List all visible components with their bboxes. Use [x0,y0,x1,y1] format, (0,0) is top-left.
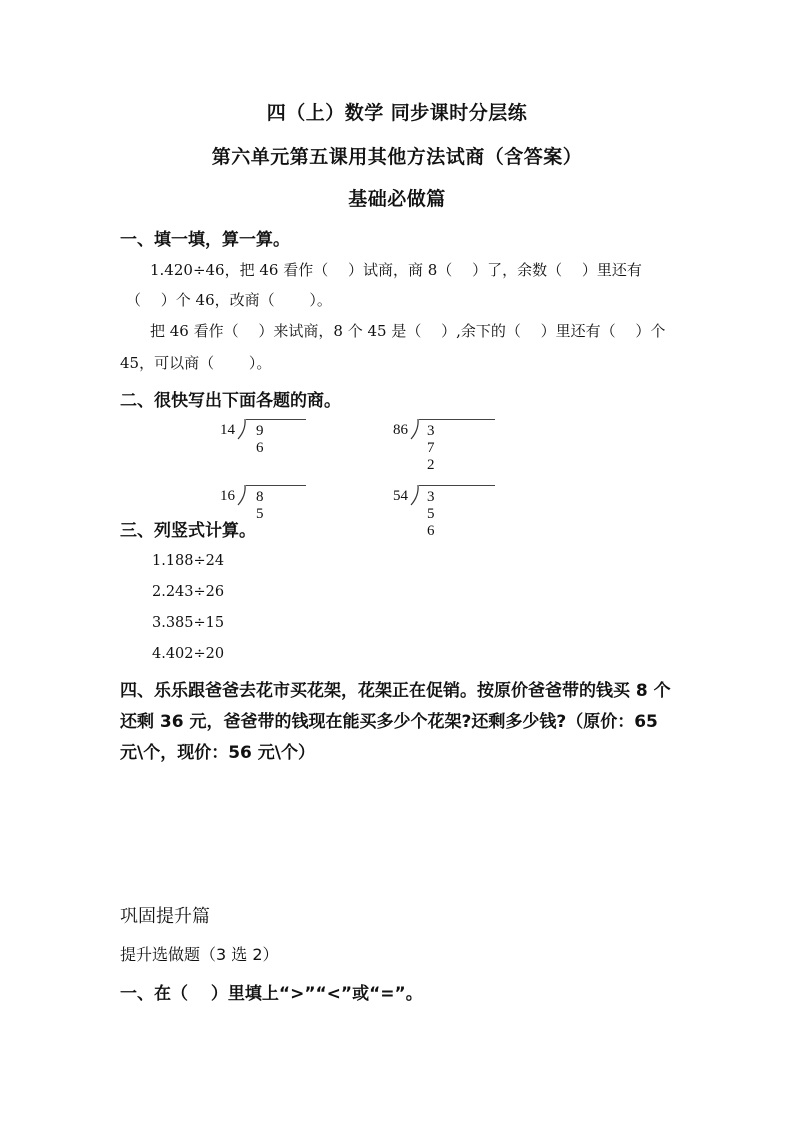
dividend: 96 [256,423,264,456]
divisor: 54 [393,488,408,504]
section1-line2: （ ）个 46，改商（ ）。 [126,291,332,309]
division-bracket [237,418,247,440]
calc-item: 2.243÷26 [152,584,225,600]
division-bracket [410,484,420,506]
division-bracket [237,484,247,506]
dividend: 85 [256,489,264,522]
divisor: 14 [220,422,235,438]
word-problem: 四、乐乐跟爸爸去花市买花架，花架正在促销。按原价爸爸带的钱买 8 个还剩 36 元，爸爸带的钱现在能买多少个花架?还剩多少钱?（原价：65 元\个，现价：56 元\个） [120,681,671,763]
division-line [246,485,306,486]
level-title: 基础必做篇 [348,188,446,210]
lesson-title: 第六单元第五课用其他方法试商（含答案） [211,146,583,168]
divisor: 86 [393,422,408,438]
advanced-question1: 一、在（ ）里填上“>”“<”或“=”。 [120,984,423,1004]
dividend: 356 [427,489,435,539]
divisor: 16 [220,488,235,504]
worksheet-title: 四（上）数学 同步课时分层练 [266,102,528,124]
section1-line1: 1.420÷46，把 46 看作（ ）试商，商 8（ ）了，余数（ ）里还有 [150,261,642,279]
section1-heading: 一、填一填，算一算。 [120,230,290,250]
calc-item: 1.188÷24 [152,553,225,569]
division-line [419,485,495,486]
calc-item: 4.402÷20 [152,646,225,662]
section1-line3: 把 46 看作（ ）来试商，8 个 45 是（ ）,余下的（ ）里还有（ ）个 [150,322,666,340]
section1-line4: 45，可以商（ ）。 [120,354,272,372]
advanced-title: 巩固提升篇 [120,906,210,927]
dividend: 372 [427,423,435,473]
section3-heading: 三、列竖式计算。 [120,521,256,541]
division-line [246,419,306,420]
division-bracket [410,418,420,440]
calc-item: 3.385÷15 [152,615,225,631]
division-line [419,419,495,420]
section2-heading: 二、很快写出下面各题的商。 [120,391,341,411]
advanced-subtitle: 提升选做题（3 选 2） [120,945,279,964]
